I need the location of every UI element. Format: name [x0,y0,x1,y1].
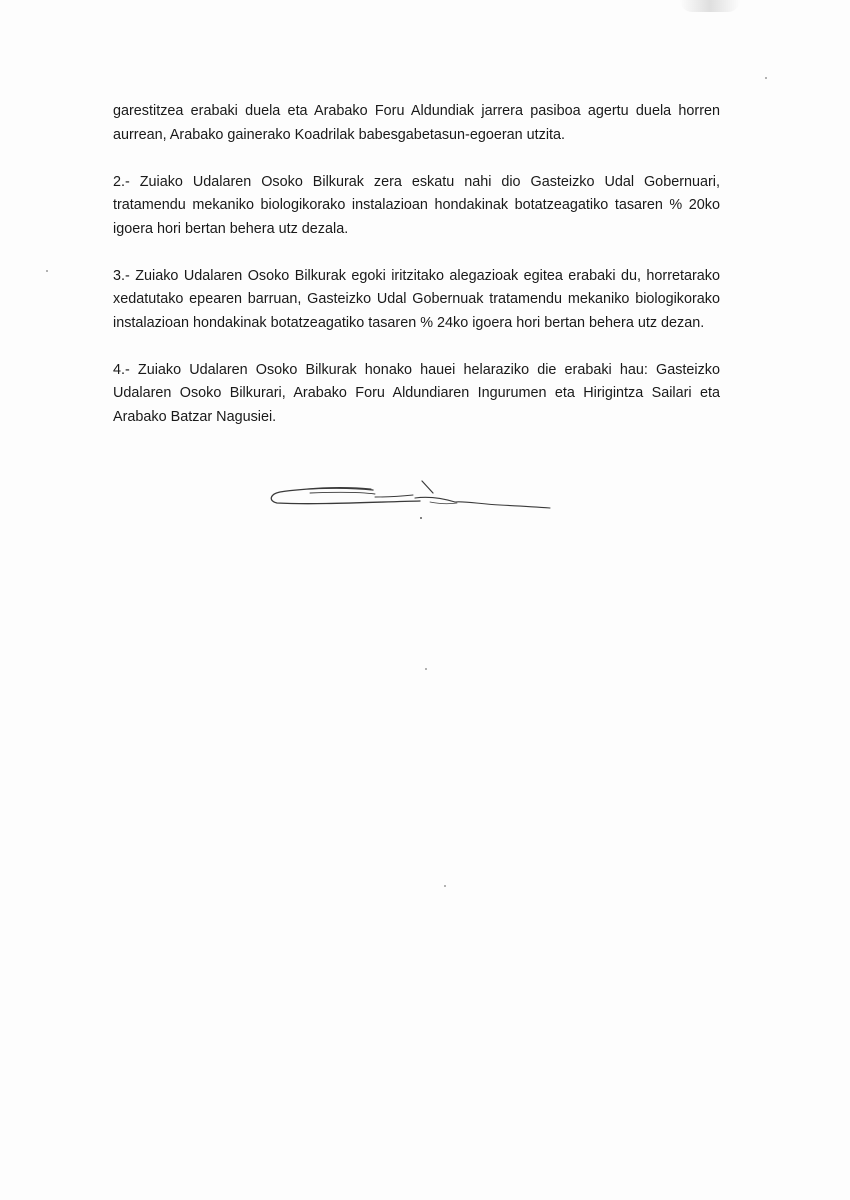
scan-artifact [680,0,740,12]
scan-speck [425,668,427,670]
paragraph-item-3: 3.- Zuiako Udalaren Osoko Bilkurak egoki iritzitako alegazioak egitea erabaki du, horretarako xedatutako epearen barruan, Gasteizko Udal Gobernuak tratamendu mekaniko biologikorako instalazioan hondakinak botatzeagatiko tasaren % 24ko igoera hori bertan behera utz dezan. [113,267,720,331]
signature-dot [420,517,422,519]
scan-speck [46,270,48,272]
scan-speck [444,885,446,887]
paragraph-item-2: 2.- Zuiako Udalaren Osoko Bilkurak zera eskatu nahi dio Gasteizko Udal Gobernuari, tratamendu mekaniko biologikorako instalazioan hondakinak botatzeagatiko tasaren % 20ko igoera hori bertan behera utz dezala. [113,173,720,237]
paragraph-item-4: 4.- Zuiako Udalaren Osoko Bilkurak honako hauei helaraziko die erabaki hau: Gasteizko Udalaren Osoko Bilkurari, Arabako Foru Aldundiaren Ingurumen eta Hirigintza Sailari eta Arabako Batzar Nagusiei. [113,361,720,425]
handwritten-signature [265,468,560,528]
scan-speck [765,77,767,79]
document-body [113,100,720,453]
paragraph-continuation: garestitzea erabaki duela eta Arabako Foru Aldundiak jarrera pasiboa agertu duela horren aurrean, Arabako gainerako Koadrilak babesgabetasun-egoeran utzita. [113,103,720,143]
